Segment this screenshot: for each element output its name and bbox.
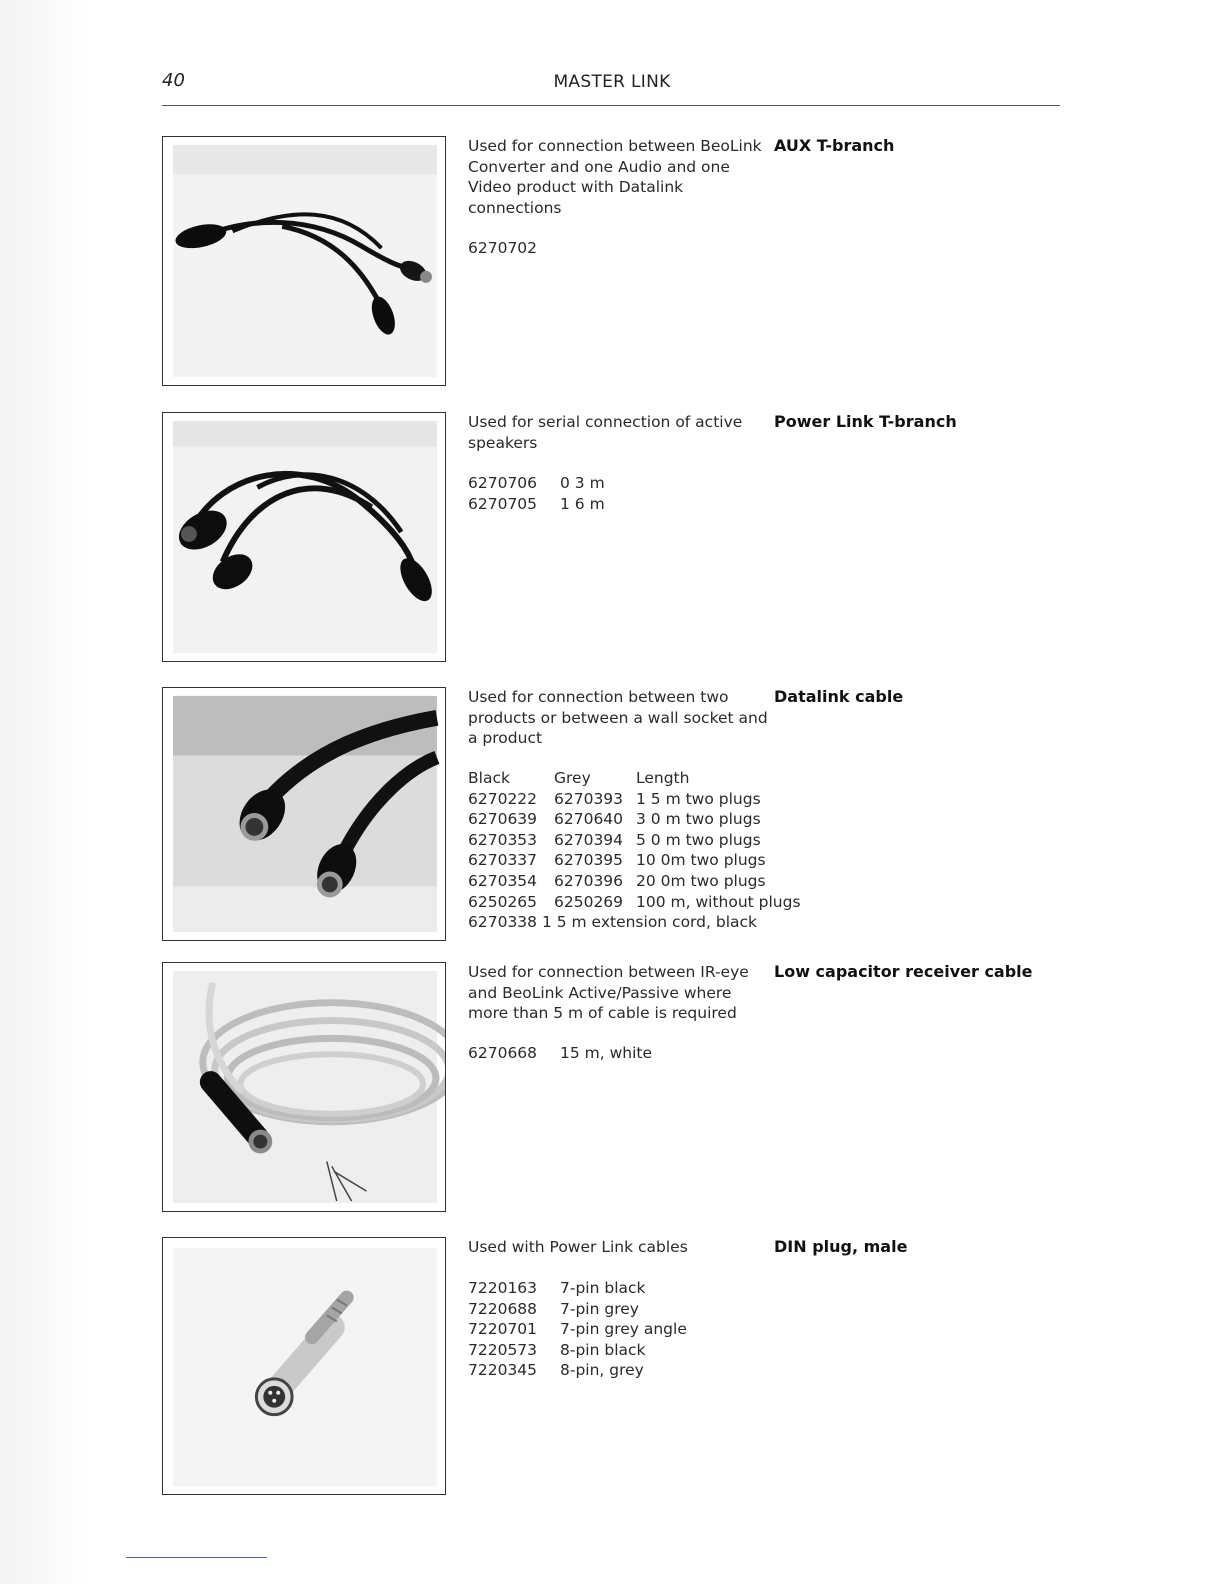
table-row — [468, 830, 801, 851]
product-title: Datalink cable — [774, 687, 904, 706]
length: 100 m, without plugs — [636, 892, 801, 911]
length: 20 0m two plugs — [636, 871, 766, 890]
part-number: 7220688 — [468, 1299, 538, 1318]
table-row — [468, 789, 801, 810]
black-part-number: 6250265 — [468, 892, 538, 911]
page-number: 40 — [162, 70, 185, 91]
product-codes — [468, 473, 605, 514]
code-row — [468, 494, 605, 515]
page-edge-shading — [0, 0, 90, 1584]
black-part-number: 6270639 — [468, 810, 538, 829]
product-title: Low capacitor receiver cable — [774, 962, 1033, 981]
power-link-t-branch-illustration — [163, 413, 445, 661]
section-title: MASTER LINK — [553, 72, 671, 92]
length: 15 m, white — [560, 1044, 653, 1062]
product-codes — [468, 768, 801, 933]
header-divider — [162, 105, 1060, 106]
column-header-black: Black — [468, 769, 510, 787]
table-row — [468, 912, 801, 933]
column-header-grey: Grey — [554, 769, 591, 787]
part-number: 6270706 — [468, 474, 538, 492]
table-header-row — [468, 768, 801, 789]
table-row — [468, 892, 801, 913]
variant: 8-pin black — [560, 1340, 646, 1359]
variant: 7-pin grey — [560, 1299, 639, 1318]
variant: 7-pin black — [560, 1279, 646, 1297]
part-number: 6270702 — [468, 239, 538, 257]
product-photo-power-link-t-branch — [162, 412, 446, 662]
black-part-number: 6270222 — [468, 789, 538, 808]
din-plug-illustration — [163, 1238, 445, 1494]
product-codes — [468, 1278, 687, 1381]
product-entry-low-capacitor-receiver-cable — [162, 962, 1062, 1214]
grey-part-number: 6270396 — [554, 871, 624, 890]
variant: 7-pin grey angle — [560, 1320, 687, 1339]
product-codes — [468, 1043, 652, 1064]
part-number: 7220701 — [468, 1320, 538, 1339]
product-description: Used for connection between IR-eye and BeoLink Active/Passive where more than 5 m of cable is required — [468, 963, 749, 1023]
column-header-length: Length — [636, 769, 690, 787]
table-row — [468, 871, 801, 892]
length: 3 0 m two plugs — [636, 810, 761, 829]
product-entry-din-plug-male — [162, 1237, 1062, 1497]
part-number: 7220345 — [468, 1361, 538, 1380]
product-photo-datalink-cable — [162, 687, 446, 941]
product-entry-aux-t-branch — [162, 136, 1062, 388]
product-entry-datalink-cable — [162, 687, 1062, 943]
table-row — [468, 850, 801, 871]
code-row — [468, 1340, 687, 1361]
extension-cord-line: 6270338 1 5 m extension cord, black — [468, 913, 757, 932]
length: 5 0 m two plugs — [636, 830, 761, 849]
length: 1 5 m two plugs — [636, 789, 761, 808]
product-description: Used for serial connection of active speakers — [468, 413, 743, 452]
product-description: Used for connection between two products or between a wall socket and a product — [468, 688, 768, 748]
length: 0 3 m — [560, 474, 605, 492]
variant: 8-pin, grey — [560, 1361, 644, 1380]
datalink-cable-illustration — [163, 688, 445, 940]
part-number: 7220163 — [468, 1279, 538, 1297]
low-capacitor-cable-illustration — [163, 963, 445, 1211]
product-codes — [468, 238, 537, 259]
product-title: Power Link T-branch — [774, 412, 957, 431]
product-title: DIN plug, male — [774, 1237, 908, 1256]
part-number: 6270705 — [468, 494, 538, 513]
aux-t-branch-cable-illustration — [163, 137, 445, 385]
length: 1 6 m — [560, 494, 605, 513]
product-photo-din-plug — [162, 1237, 446, 1495]
grey-part-number: 6270640 — [554, 810, 624, 829]
black-part-number: 6270354 — [468, 871, 538, 890]
code-row — [468, 473, 605, 494]
part-number: 6270668 — [468, 1044, 538, 1062]
product-photo-aux-t-branch — [162, 136, 446, 386]
product-description: Used for connection between BeoLink Converter and one Audio and one Video product with Datalink connections — [468, 137, 762, 217]
black-part-number: 6270337 — [468, 851, 538, 870]
black-part-number: 6270353 — [468, 830, 538, 849]
grey-part-number: 6270395 — [554, 851, 624, 870]
footer-link-underline[interactable] — [126, 1557, 267, 1558]
code-row — [468, 1360, 687, 1381]
grey-part-number: 6250269 — [554, 892, 624, 911]
code-row — [468, 1278, 687, 1299]
product-entry-power-link-t-branch — [162, 412, 1062, 664]
grey-part-number: 6270394 — [554, 830, 624, 849]
code-row — [468, 238, 537, 259]
code-row — [468, 1299, 687, 1320]
table-row — [468, 809, 801, 830]
product-title: AUX T-branch — [774, 136, 895, 155]
product-photo-low-capacitor-cable — [162, 962, 446, 1212]
code-row — [468, 1319, 687, 1340]
product-description: Used with Power Link cables — [468, 1238, 688, 1256]
length: 10 0m two plugs — [636, 851, 766, 870]
part-number: 7220573 — [468, 1340, 538, 1359]
code-row — [468, 1043, 652, 1064]
grey-part-number: 6270393 — [554, 789, 624, 808]
